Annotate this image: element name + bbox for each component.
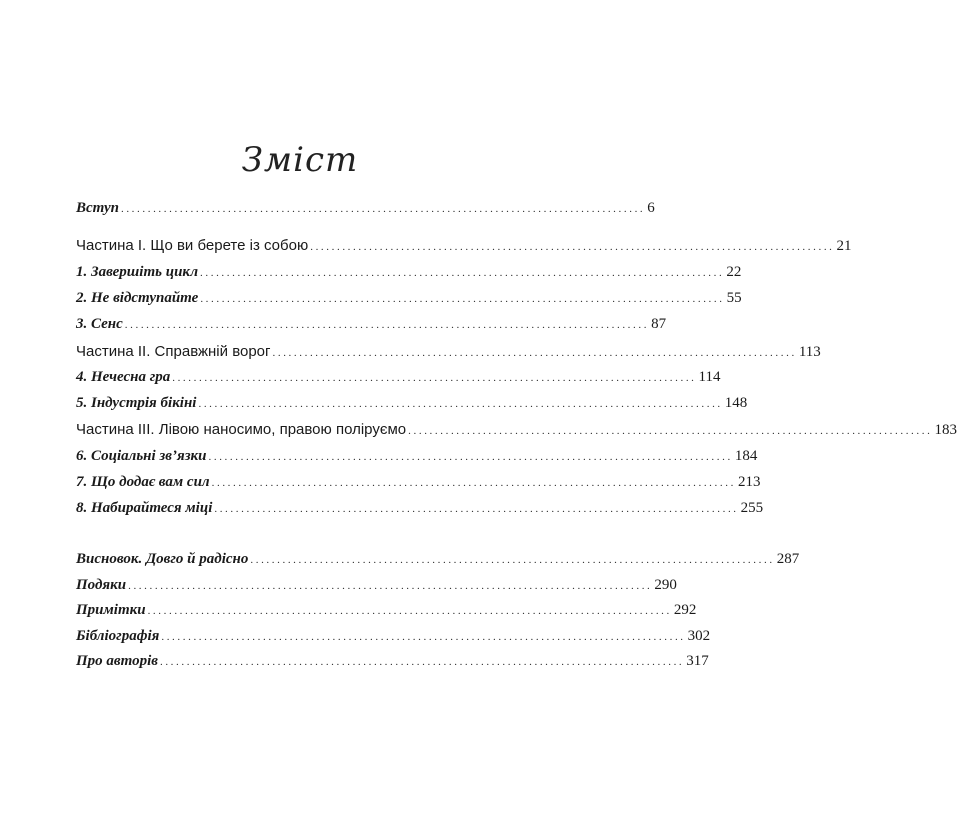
toc-entry-page: 183 — [934, 422, 957, 438]
toc-entry-label: 8. Набирайтеся міці — [76, 500, 213, 516]
toc-entry-label: Частина I. Що ви берете із собою — [76, 237, 309, 254]
toc-entry-page: 6 — [647, 200, 655, 216]
toc-entry[interactable] — [76, 288, 742, 309]
dot-leader: .................................................................................................. — [250, 554, 775, 566]
dot-leader: .................................................................................................. — [128, 580, 653, 592]
toc-entry-label: 1. Завершіть цикл — [76, 264, 199, 280]
toc-entry-page: 287 — [776, 551, 800, 567]
dot-leader: .................................................................................................. — [198, 398, 723, 410]
toc-entry[interactable] — [76, 342, 821, 363]
toc-entry-page: 148 — [724, 395, 748, 411]
toc-entry[interactable] — [76, 420, 957, 441]
dot-leader: .................................................................................................. — [310, 241, 835, 253]
toc-entry[interactable] — [76, 262, 742, 283]
toc-entry[interactable] — [76, 498, 764, 519]
toc-entry-page: 55 — [726, 290, 742, 306]
toc-entry-page: 302 — [687, 628, 711, 644]
toc-entry-page: 317 — [686, 653, 709, 669]
toc-entry-label: 6. Соціальні зв’язки — [76, 448, 207, 464]
toc-entry-label: Бібліографія — [76, 628, 160, 644]
dot-leader: .................................................................................................. — [200, 293, 725, 305]
dot-leader: .................................................................................................. — [159, 656, 685, 668]
dot-leader: .................................................................................................. — [200, 267, 725, 279]
dot-leader: .................................................................................................. — [272, 347, 797, 359]
toc-entry-label: Вступ — [76, 200, 119, 216]
toc-entry-label: 4. Нечесна гра — [76, 369, 171, 385]
dot-leader: .................................................................................................. — [208, 451, 733, 463]
toc-entry[interactable] — [76, 626, 711, 647]
dot-leader: .................................................................................................. — [172, 372, 697, 384]
toc-entry-page: 255 — [740, 500, 764, 516]
toc-entry[interactable] — [76, 575, 677, 596]
dot-leader: .................................................................................................. — [408, 425, 933, 437]
toc-entry-page: 184 — [734, 448, 758, 464]
toc-entry-page: 87 — [651, 316, 667, 332]
toc-entry-page: 213 — [737, 474, 761, 490]
dot-leader: .................................................................................................. — [124, 319, 650, 331]
toc-entry[interactable] — [76, 198, 655, 219]
toc-entry[interactable] — [76, 446, 758, 467]
toc-entry-label: 7. Що додає вам сил — [76, 474, 210, 490]
toc-entry-label: 2. Не відступайте — [76, 290, 199, 306]
toc-entry[interactable] — [76, 549, 800, 570]
toc-entry-label: 5. Індустрія бікіні — [76, 395, 197, 411]
dot-leader: .................................................................................................. — [211, 477, 736, 489]
toc-entry[interactable] — [76, 600, 697, 621]
toc-entry-label: Про авторів — [76, 653, 158, 669]
dot-leader: .................................................................................................. — [214, 503, 739, 515]
toc-entry-page: 21 — [836, 238, 852, 254]
dot-leader: .................................................................................................. — [120, 203, 646, 215]
toc-entry[interactable] — [76, 393, 748, 414]
toc-entry-page: 114 — [698, 369, 721, 385]
toc-entry-label: Висновок. Довго й радісно — [76, 551, 249, 567]
toc-entry-page: 22 — [726, 264, 742, 280]
toc-entry-label: 3. Сенс — [76, 316, 123, 332]
dot-leader: .................................................................................................. — [147, 605, 672, 617]
dot-leader: .................................................................................................. — [161, 631, 686, 643]
toc-entry-page: 113 — [798, 344, 821, 360]
toc-entry[interactable] — [76, 236, 852, 257]
toc-entry-label: Подяки — [76, 577, 127, 593]
page-title: Зміст — [241, 140, 359, 180]
toc-entry-label: Примітки — [76, 602, 146, 618]
toc-entry[interactable] — [76, 314, 667, 335]
toc-entry[interactable] — [76, 472, 761, 493]
toc-entry[interactable] — [76, 367, 721, 388]
toc-entry[interactable] — [76, 651, 709, 672]
toc-entry-label: Частина II. Справжній ворог — [76, 343, 271, 360]
toc-entry-label: Частина III. Лівою наносимо, правою поліруємо — [76, 421, 407, 438]
toc-entry-page: 290 — [654, 577, 677, 593]
toc-entry-page: 292 — [673, 602, 697, 618]
